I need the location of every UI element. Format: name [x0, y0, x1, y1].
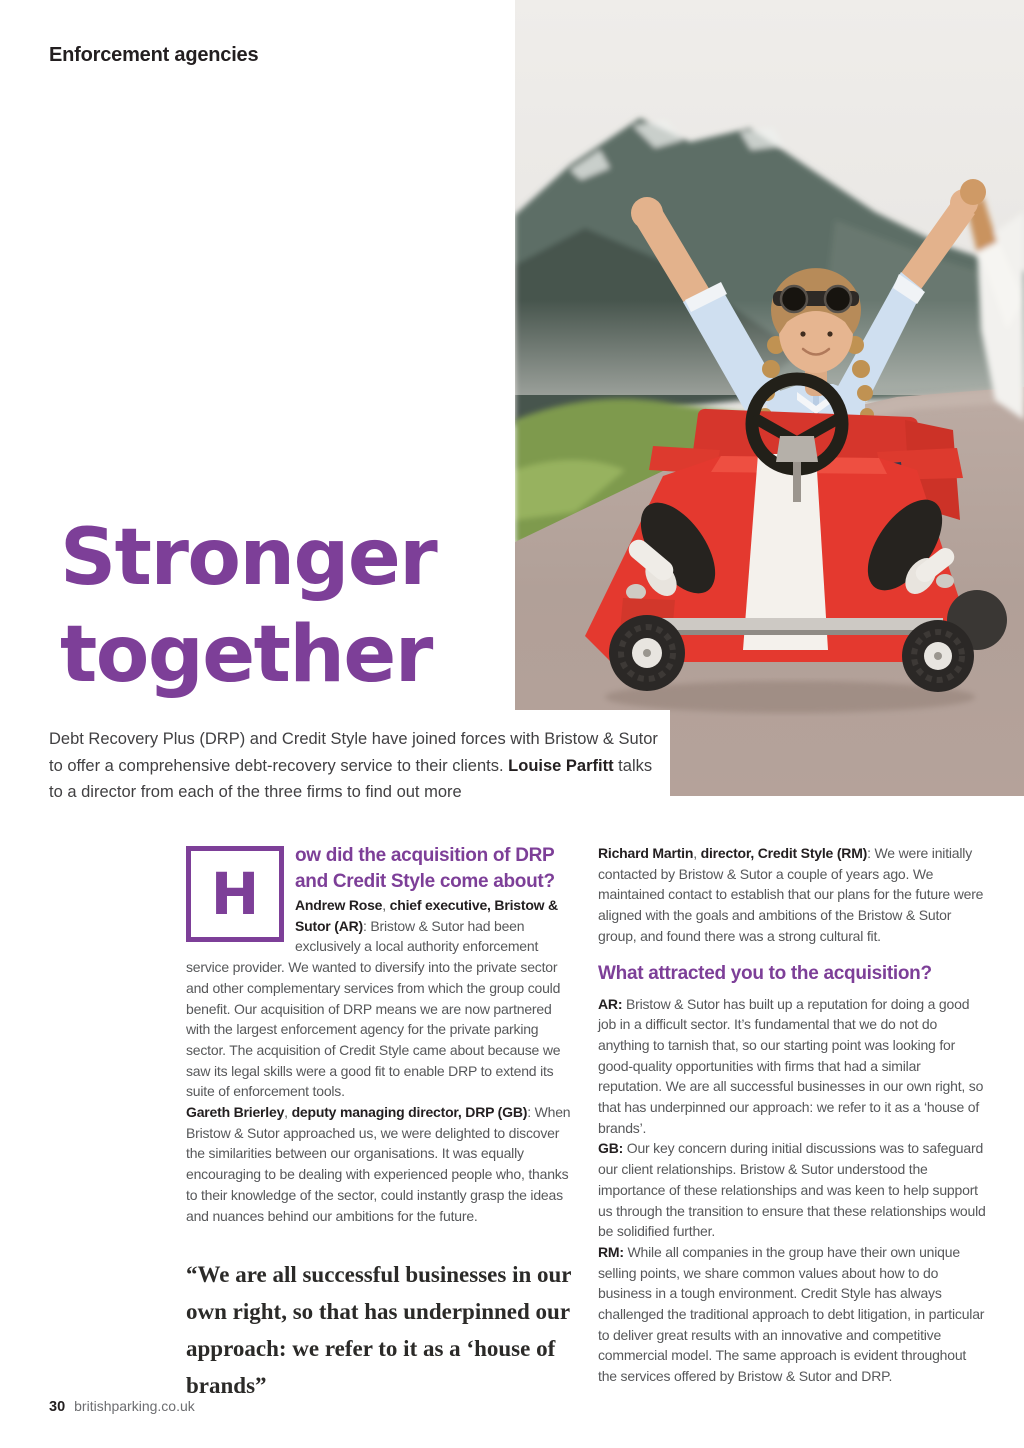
- paragraph-text: Bristow & Sutor had been exclusively a local authority enforcement service provider. We wanted to diversify into the private sector and other complementary services from which the group could benefit. Our acquisition of DRP means we are now partnered with the largest enforcement agency for the private parking sector. The acquisition of Credit Style came about because we saw its legal skills were a good fit to enable DRP to extend its suite of enforcement tools.: [186, 917, 561, 1100]
- speaker-initials: AR:: [598, 995, 623, 1012]
- paragraph-text: We were initially contacted by Bristow & Sutor a couple of years ago. We maintained contact to establish that our plans for the future were aligned with the goals and ambitions of the Bristow & Sutor group, and found there was a strong cultural fit.: [598, 845, 984, 944]
- speaker-role: chief executive, Bristow & Sutor (AR): [295, 897, 558, 934]
- paragraph-text: When Bristow & Sutor approached us, we were delighted to discover the similarities between our organisations. It was equally encouraging to be dealing with experienced people who, thanks to their knowledge of the sector, could instantly grasp the ideas and nuances behind our ambitions for the future.: [186, 1104, 571, 1224]
- hero-photo-illustration: [515, 0, 1024, 796]
- paragraph-text: While all companies in the group have their own unique selling points, we share common values about how to do business in a tough environment. Credit Style has always challenged the traditional approach to debt litigation, in particular to deliver great results with an innovative and competitive commercial model. The same approach is evident throughout the services offered by Bristow & Sutor and DRP.: [598, 1243, 985, 1385]
- speaker-name: Andrew Rose: [295, 897, 383, 913]
- paragraph-gareth-brierley: Gareth Brierley, deputy managing director, DRP (GB): When Bristow & Sutor approached us, we were delighted to discover the similarities between our organisations. It was equally encouraging to be dealing with experienced people who, thanks to their knowledge of the sector, could instantly grasp the ideas and nuances behind our ambitions for the future.: [186, 1104, 571, 1224]
- page-footer: [49, 1398, 195, 1415]
- intro-line2: to offer a comprehensive debt-recovery service to their clients. Louise Parfitt talks: [49, 756, 653, 775]
- speaker-name: Richard Martin: [598, 845, 694, 861]
- intro-line1: Debt Recovery Plus (DRP) and Credit Style have joined forces with Bristow & Sutor: [49, 730, 658, 748]
- question-heading-2: What attracted you to the acquisition?: [598, 962, 932, 984]
- paragraph-rm: [598, 1242, 986, 1387]
- page-number: 30: [49, 1399, 66, 1415]
- speaker-name: Gareth Brierley: [186, 1104, 285, 1121]
- paragraph-text: Bristow & Sutor has built up a reputation for doing a good job in a difficult sector. It’s fundamental that we do not do anything to tarnish that, so our starting point was looking for good-quality opportunities with firms that had a similar reputation. We are all successful businesses in our own right, so that has underpinned our approach: we refer to it as a ‘house of brands’.: [598, 995, 984, 1136]
- article-body: [186, 843, 986, 1423]
- intro-line3: to a director from each of the three firms to find out more: [49, 783, 462, 801]
- paragraph-ar: [598, 994, 986, 1139]
- column-right: [598, 843, 986, 1387]
- hero-photo: [515, 0, 1024, 796]
- paragraph-text: Our key concern during initial discussions was to safeguard our client relationships. Bristow & Sutor understood the importance of these relationships and was keen to help support us through the transition to ensure that these relationships would be solidified further.: [598, 1140, 986, 1240]
- paragraph-richard-martin: Richard Martin, director, Credit Style (RM): We were initially contacted by Bristow & Sutor a couple of years ago. We maintained contact to establish that our plans for the future were aligned with the goals and ambitions of the Bristow & Sutor group, and found there was a strong cultural fit.: [598, 845, 984, 944]
- footer-site: britishparking.co.uk: [74, 1398, 195, 1414]
- article-title-line1: Stronger: [60, 513, 437, 603]
- paragraph-andrew-rose: Andrew Rose, chief executive, Bristow & Sutor (AR): Bristow & Sutor had been exclusively a local authority enforcement service provider. We wanted to diversify into the private sector and other complementary services from which the group could benefit. Our acquisition of DRP means we are now partnered with the largest enforcement agency for the private parking sector. The acquisition of Credit Style came about because we saw its legal skills were a good fit to enable DRP to extend its suite of enforcement tools.: [186, 897, 561, 1100]
- column-left: [186, 843, 572, 1398]
- drop-cap: H: [186, 846, 284, 942]
- article-title-line2: together: [60, 610, 432, 700]
- author-name: Louise Parfitt: [508, 756, 614, 775]
- section-label: Enforcement agencies: [49, 44, 259, 66]
- speaker-initials: GB:: [598, 1140, 624, 1157]
- question-heading-1: ow did the acquisition of DRP and Credit Style come about?: [295, 845, 555, 892]
- intro-paragraph: [49, 710, 670, 818]
- speaker-initials: RM:: [598, 1243, 624, 1260]
- pull-quote: “We are all successful businesses in our own right, so that has underpinned our approach: we refer to it as a ‘house of brands”: [186, 1262, 572, 1398]
- speaker-role: deputy managing director, DRP (GB): [291, 1104, 528, 1121]
- speaker-role: director, Credit Style (RM): [700, 845, 868, 861]
- paragraph-gb: [598, 1138, 986, 1242]
- article-title: [60, 510, 436, 704]
